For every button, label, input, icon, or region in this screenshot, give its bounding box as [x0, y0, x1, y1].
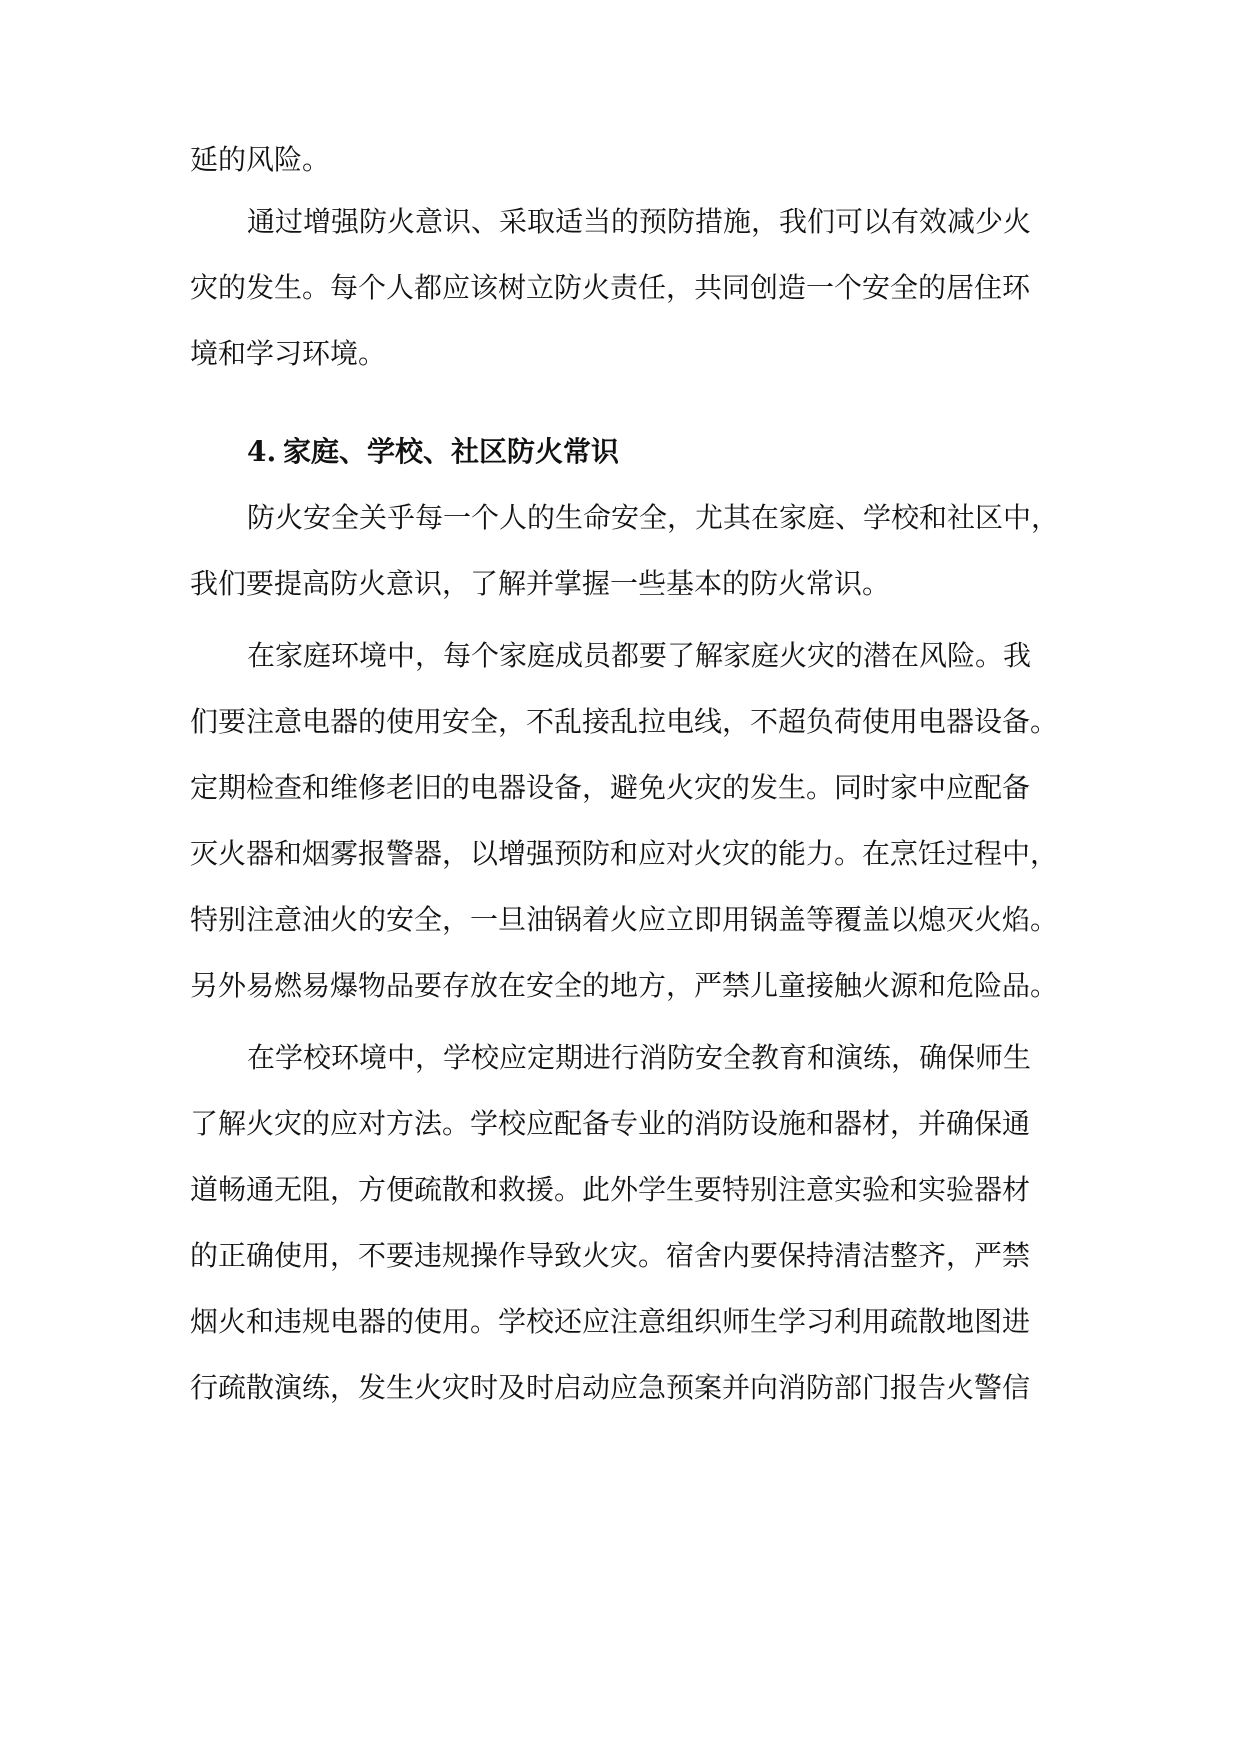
paragraph-continuation-line: 延的风险。 [190, 143, 331, 176]
paragraph-line: 的正确使用，不要违规操作导致火灾。宿舍内要保持清洁整齐，严禁 [190, 1239, 1031, 1272]
paragraph-line: 特别注意油火的安全，一旦油锅着火应立即用锅盖等覆盖以熄灭火焰。 [190, 903, 1059, 936]
paragraph-line: 们要注意电器的使用安全，不乱接乱拉电线，不超负荷使用电器设备。 [190, 705, 1059, 738]
paragraph-line: 在家庭环境中，每个家庭成员都要了解家庭火灾的潜在风险。我 [247, 639, 1032, 672]
paragraph-line: 灭火器和烟雾报警器，以增强预防和应对火灾的能力。在烹饪过程中， [190, 837, 1059, 870]
paragraph-line: 了解火灾的应对方法。学校应配备专业的消防设施和器材，并确保通 [190, 1107, 1031, 1140]
paragraph-line: 道畅通无阻，方便疏散和救援。此外学生要特别注意实验和实验器材 [190, 1173, 1031, 1206]
section-number: 4. [247, 435, 277, 468]
paragraph-line: 我们要提高防火意识，了解并掌握一些基本的防火常识。 [190, 567, 891, 600]
paragraph-line: 境和学习环境。 [190, 337, 387, 370]
section-heading [247, 432, 619, 472]
paragraph-line: 通过增强防火意识、采取适当的预防措施，我们可以有效减少火 [247, 205, 1032, 238]
paragraph-line: 烟火和违规电器的使用。学校还应注意组织师生学习利用疏散地图进 [190, 1305, 1031, 1338]
paragraph-line: 定期检查和维修老旧的电器设备，避免火灾的发生。同时家中应配备 [190, 771, 1031, 804]
paragraph-line: 另外易燃易爆物品要存放在安全的地方，严禁儿童接触火源和危险品。 [190, 969, 1059, 1002]
paragraph-line: 灾的发生。每个人都应该树立防火责任，共同创造一个安全的居住环 [190, 271, 1031, 304]
section-title: 家庭、学校、社区防火常识 [283, 435, 620, 468]
paragraph-line: 行疏散演练，发生火灾时及时启动应急预案并向消防部门报告火警信 [190, 1371, 1031, 1404]
paragraph-line: 在学校环境中，学校应定期进行消防安全教育和演练，确保师生 [247, 1041, 1032, 1074]
paragraph-line: 防火安全关乎每一个人的生命安全，尤其在家庭、学校和社区中， [247, 501, 1060, 534]
